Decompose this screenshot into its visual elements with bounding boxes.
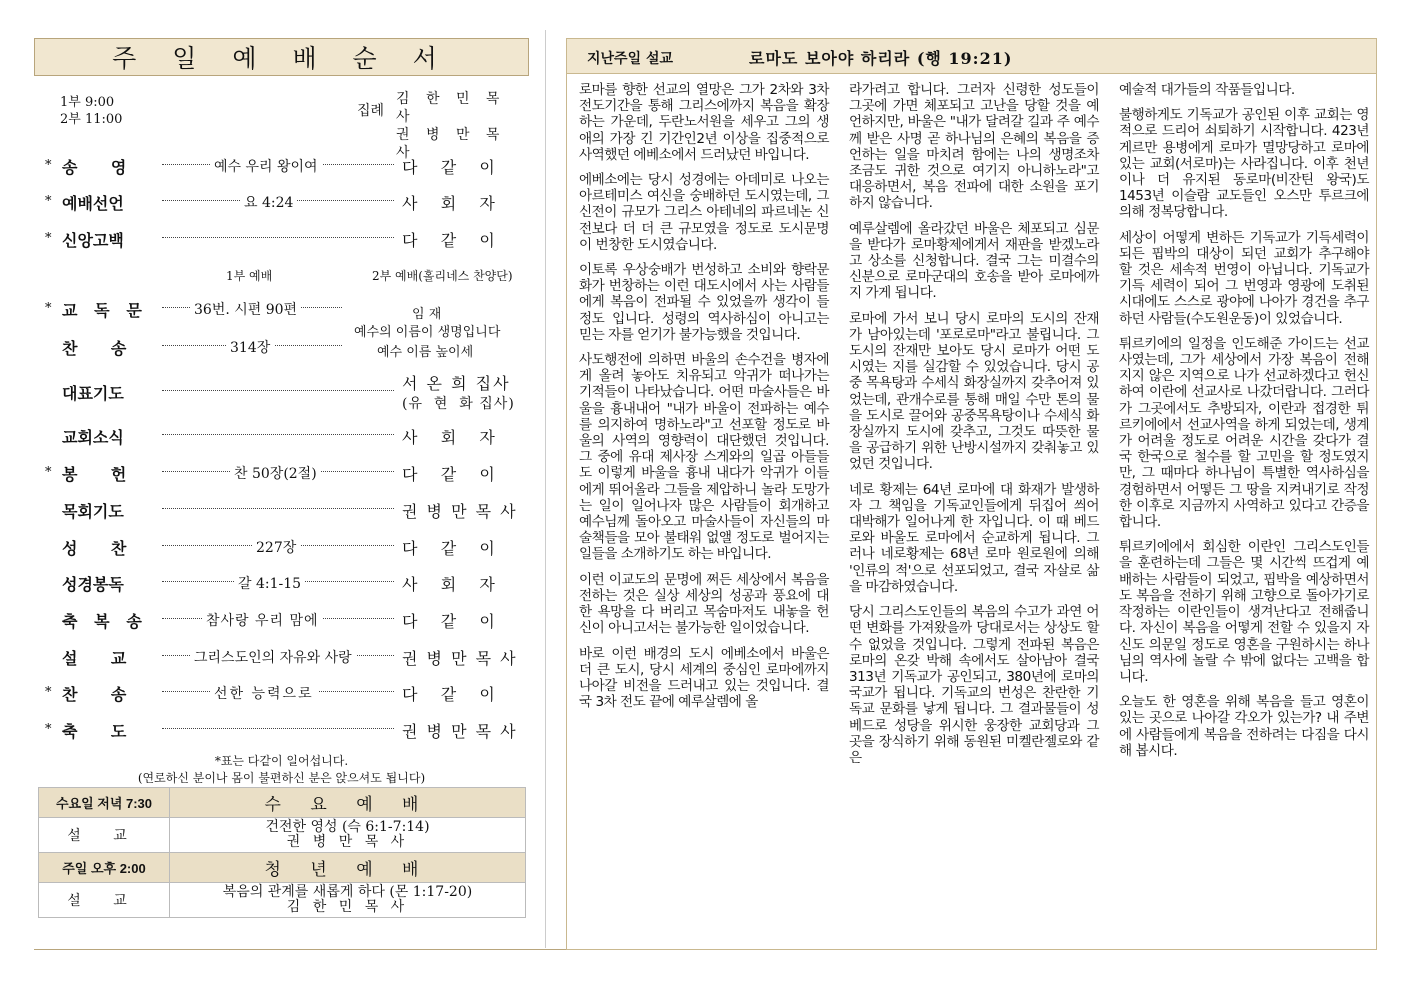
order-item-name: 성 찬	[62, 539, 127, 558]
sermon-column-2	[849, 82, 1099, 775]
last-week-sermon-label: 지난주일 설교	[587, 51, 674, 67]
order-item-name: 설 교	[62, 649, 127, 668]
sermon-column-3	[1119, 82, 1369, 768]
presider-name-1: 김 한 민 목 사	[396, 91, 506, 125]
weekday-schedule-table	[38, 787, 526, 918]
order-item-content: 참사랑 우리 맘에	[202, 610, 323, 630]
order-item-content: 314장	[226, 337, 274, 357]
sermon-paragraph: 오늘도 한 영혼을 위해 복음을 들고 영혼이 있는 곳으로 나아갈 각오가 있는가? 내 주변에 사람들에게 복음을 전하려는 다짐을 다시 해 봅시다.	[1119, 694, 1369, 759]
order-item-name: 찬 송	[62, 339, 127, 358]
order-item-content: 찬 50장(2절)	[230, 463, 321, 483]
first-service-label: 1부 예배	[226, 269, 273, 283]
wednesday-body-row	[39, 818, 526, 853]
order-item-content: 예수 우리 왕이여	[210, 156, 322, 176]
order-row-announcements	[34, 425, 529, 447]
sermon-paragraph: 당시 그리스도인들의 복음의 수고가 과연 어떤 변화를 가져왔을까 당대로서는 상상도 할 수 없었을 것입니다. 그렇게 전파된 복음은 로마의 온갖 박해 속에서도 살아남아 결국 313년 기독교가 공인되고, 380년에 로마의 국교가 됩니다. 기독교의 번성은 찬란한 기독교 문화를 낳게 됩니다. 그 결과물들이 성베드로 성당을 위시한 웅장한 교회당과 그 곳을 장식하기 위해 동원된 미켈란젤로와 같은	[849, 604, 1099, 766]
order-item-person: 사 회 자	[402, 428, 497, 447]
wednesday-service-name: 수 요 예 배	[170, 788, 526, 818]
presider-names	[396, 90, 524, 162]
youth-sermon-title: 복음의 관계를 새롭게 하다 (몬 1:17-20)	[222, 884, 473, 900]
order-row-opening-hymn	[34, 155, 529, 177]
responsive-reading-2nd: 임 재	[412, 307, 442, 322]
time-1st-service: 1부 9:00	[60, 95, 115, 110]
standing-mark: *	[45, 722, 52, 737]
order-item-person: 권 병 만 목 사	[402, 649, 518, 668]
time-2nd-service: 2부 11:00	[60, 112, 123, 127]
order-item-person: 다 같 이	[402, 685, 497, 704]
sermon-header	[567, 39, 1376, 74]
youth-sermon-desc	[170, 883, 526, 918]
sermon-paragraph: 로마에 가서 보니 당시 로마의 도시의 잔재가 남아있는데 '포로로마"라고 불립니다. 그 도시의 잔재만 보아도 당시 로마가 어떤 도시였는 지를 실감할 수 있었습니다. 당시 공중 목욕탕과 수세식 화장실까지 갖추어져 있었는데, 관개수로를 통해 매일 수만 톤의 물을 도시로 끌어와 공중목욕탕이나 수세식 화장실까지 도시에 갖추고, 그것도 따뜻한 물을 공급하기 위한 난방시설까지 갖춰놓고 있었던 것입니다.	[849, 310, 1099, 473]
sermon-paragraph: 예술적 대가들의 작품들입니다.	[1119, 82, 1295, 98]
hymn-2nd-title-2: 예수 이름 높이세	[377, 345, 474, 360]
order-item-person: 다 같 이	[402, 612, 497, 631]
dotted-leader	[162, 508, 394, 509]
hymn-2nd-title-1: 예수의 이름이 생명입니다	[354, 325, 501, 340]
presider-block	[354, 90, 524, 161]
order-item-content: 227장	[252, 537, 300, 557]
wednesday-sermon-title: 건전한 영성 (슥 6:1-7:14)	[265, 819, 430, 835]
dotted-leader	[162, 728, 394, 729]
standing-mark: *	[45, 465, 52, 480]
sermon-column-1	[579, 82, 829, 719]
second-service-label: 2부 예배(홀리네스 찬양단)	[372, 269, 513, 283]
order-item-name: 송 영	[62, 158, 127, 177]
standing-note: *표는 다같이 일어섭니다.	[214, 754, 349, 768]
sermon-paragraph: 예루살렘에 올라갔던 바울은 체포되고 심문을 받다가 로마황제에게서 재판을 받겠노라고 상소를 신청합니다. 결국 그는 미결수의 신분으로 로마군대의 호송을 받아 로마에까지 가게 됩니다.	[849, 220, 1099, 302]
standing-mark: *	[45, 301, 52, 316]
order-item-name: 신앙고백	[62, 231, 124, 250]
order-item-person: 권 병 만 목 사	[402, 502, 518, 521]
wednesday-sermon-label: 설 교	[39, 818, 170, 853]
order-row-communion	[34, 536, 529, 558]
order-item-name: 성경봉독	[62, 575, 124, 594]
sermon-title: 로마도 보아야 하리라 (행 19:21)	[749, 49, 1013, 68]
youth-sermon-label: 설 교	[39, 883, 170, 918]
order-item-content: 36번. 시편 90편	[190, 299, 301, 319]
sermon-paragraph: 사도행전에 의하면 바울의 손수건을 병자에게 올려 놓아도 치유되고 악귀가 떠나가는 기적들이 나타났습니다. 어떤 마술사들은 바울을 흉내내어 "내가 바울이 전파하는 예수를 의지하여 명하노라"고 선포할 정도로 바울의 사역의 영향력이 대단했던 것입니다. 그 중에 유대 제사장 스게와의 일곱 아들들도 이렇게 바울을 흉내 내다가 악귀가 이들에게 뛰어올라 그들을 제압하니 놀라 도망가는 일이 일어나자 많은 사람들이 회개하고 예수님께 돌아오고 마술사들이 자신들의 마술책들을 모아 불태워 없앨 정도로 벌어지는 일들을 소개하기도 하는 바입니다.	[579, 352, 829, 563]
order-item-name: 대표기도	[62, 384, 124, 403]
order-item-person: 서 온 희 집사	[402, 374, 511, 393]
prayer-alternate-person: (유 현 화 집사)	[402, 396, 515, 412]
order-row-responsive-reading	[34, 298, 529, 320]
sermon-paragraph: 세상이 어떻게 변하든 기독교가 기득세력이 되든 핍박의 대상이 되던 교회가 추구해야 할 것은 세속적 번영이 아닙니다. 기독교가 기득 세력이 되어 그 번영과 영광에 도취된 시대에도 스스로 광야에 나아가 경건을 추구하던 사람들(수도원운동)이 있었습니다.	[1119, 229, 1369, 327]
order-row-pastoral-prayer	[34, 499, 529, 521]
sermon-paragraph: 튀르키에에서 회심한 이란인 그리스도인들을 훈련하는데 그들은 몇 시간씩 뜨겁게 예배하는 사람들이 되었고, 핍박을 예상하면서도 복음을 전하기 위해 고향으로 돌아가기로 작정하는 이란인들이 생겨난다고 전해줍니다. 자신이 복음을 어떻게 전할 수 있을지 자신도 의문일 정도로 영혼을 구원하시는 하나님의 역사에 놀랄 수 밖에 없다는 고백을 합니다.	[1119, 539, 1369, 685]
youth-time: 주일 오후 2:00	[39, 853, 170, 883]
order-item-person: 다 같 이	[402, 231, 497, 250]
page-divider	[545, 30, 546, 948]
order-item-name: 찬 송	[62, 685, 127, 704]
youth-preacher: 김 한 민 목 사	[286, 899, 409, 915]
standing-mark: *	[45, 158, 52, 173]
order-item-content: 그리스도인의 자유와 사랑	[190, 647, 356, 667]
order-item-person: 사 회 자	[402, 575, 497, 594]
order-row-closing-hymn	[34, 682, 529, 704]
presider-label: 집례	[357, 103, 385, 119]
order-item-person: 다 같 이	[402, 465, 497, 484]
seating-note: (연로하신 분이나 몸이 불편하신 분은 앉으셔도 됩니다)	[137, 771, 426, 785]
order-item-person: 권 병 만 목 사	[402, 722, 518, 741]
dotted-leader	[162, 237, 394, 238]
order-item-person: 다 같 이	[402, 158, 497, 177]
order-item-person: 다 같 이	[402, 539, 497, 558]
order-row-representative-prayer	[34, 374, 529, 412]
dotted-leader	[162, 434, 394, 435]
sermon-paragraph: 로마를 향한 선교의 열망은 그가 2차와 3차 전도기간을 통해 그리스에까지 복음을 확장하는 가운데, 두란노서원을 세우고 그의 생애의 가장 긴 기간인2년 이상을 집중적으로 사역했던 에베소에서 드러났던 바입니다.	[579, 82, 829, 163]
presider-name-2: 권 병 만 목 사	[396, 127, 506, 161]
wednesday-preacher: 권 병 만 목 사	[286, 834, 409, 850]
order-item-content: 갈 4:1-15	[234, 573, 305, 593]
order-row-creed	[34, 228, 529, 250]
sermon-panel	[566, 38, 1377, 950]
order-item-name: 목회기도	[62, 502, 124, 521]
wednesday-header-row	[39, 788, 526, 818]
sermon-paragraph: 라가려고 합니다. 그러자 신령한 성도들이 그곳에 가면 체포되고 고난을 당할 것을 예언하지만, 바울은 "내가 달려갈 길과 주 예수께 받은 사명 곧 하나님의 은혜의 복음을 증언하는 일을 마치려 함에는 나의 생명조차 조금도 귀한 것으로 여기지 아니하노라"고 대응하면서, 복음 전파에 대한 소원을 포기하지 않습니다.	[849, 82, 1099, 212]
order-item-name: 축 복 송	[62, 612, 142, 631]
order-item-name: 축 도	[62, 722, 127, 741]
standing-mark: *	[45, 685, 52, 700]
order-row-offering	[34, 462, 529, 484]
sermon-paragraph: 튀르키에의 일정을 인도해준 가이드는 선교사였는데, 그가 세상에서 가장 복음이 전해지지 않은 지역으로 나가 선교하겠다고 헌신하여 이란에 선교사로 나갔더랍니다. 그러다가 그곳에서도 추방되자, 이란과 접경한 튀르키에에서 선교사역을 하게 되었는데, 생계가 어려울 정도로 어려운 시간을 갖다가 결국 한국으로 철수를 할 고민을 할 정도였지만, 그 때마다 하나님이 특별한 역사하심을 경험하면서 어떻든 그 땅을 지켜내기로 작정한 이후로 지금까지 사역하고 있다고 간증을 합니다.	[1119, 335, 1369, 531]
order-row-scripture-reading	[34, 572, 529, 594]
order-item-content: 선한 능력으로	[210, 683, 318, 703]
worship-order-panel	[34, 38, 529, 785]
sermon-paragraph: 에베소에는 당시 성경에는 아데미로 나오는 아르테미스 여신을 숭배하던 도시였는데, 그 신전이 규모가 그리스 아테네의 파르네논 신전보다 더 더 큰 규모였을 정도로 도시문명이 번창한 도시였습니다.	[579, 172, 829, 253]
sermon-paragraph: 네로 황제는 64년 로마에 대 화재가 발생하자 그 책임을 기독교인들에게 뒤집어 씌어 대박해가 일어나게 한 자입니다. 이 때 베드로와 바울도 로마에서 순교하게 됩니다. 그러나 네로황제는 68년 로마 원로원에 의해 '인류의 적'으로 선포되었고, 결국 자살로 삶을 마감하였습니다.	[849, 481, 1099, 595]
order-row-sermon	[34, 646, 529, 668]
order-item-name: 예배선언	[62, 194, 124, 213]
standing-mark: *	[45, 194, 52, 209]
sermon-paragraph: 불행하게도 기독교가 공인된 이후 교회는 영적으로 드리어 쇠퇴하기 시작합니다. 423년 게르만 용병에게 로마가 멸망당하고 로마에 있는 교회(서로마)는 사라집니다. 이후 천년이나 더 유지된 동로마(비잔틴 왕국)도 1453년 이슬람 교도들인 오스만 투르크에 의해 정복당합니다.	[1119, 107, 1369, 221]
sermon-paragraph: 이런 이교도의 문명에 쩌든 세상에서 복음을 전하는 것은 실상 세상의 성공과 풍요에 대한 욕망을 다 버리고 목숨마저도 내놓을 헌신이 아니고서는 불가능한 일이었습니다.	[579, 571, 829, 637]
order-item-name: 교 독 문	[62, 301, 142, 320]
wednesday-sermon-desc	[170, 818, 526, 853]
order-item-content: 요 4:24	[240, 192, 297, 212]
youth-service-name: 청 년 예 배	[170, 853, 526, 883]
wednesday-time: 수요일 저녁 7:30	[39, 788, 170, 818]
worship-order-title: 주 일 예 배 순 서	[34, 38, 529, 76]
youth-body-row	[39, 883, 526, 918]
order-item-name: 교회소식	[62, 428, 124, 447]
dotted-leader	[162, 390, 394, 391]
order-row-call-to-worship	[34, 191, 529, 213]
order-item-person: 사 회 자	[402, 194, 497, 213]
order-item-name: 봉 헌	[62, 465, 127, 484]
order-row-blessing-song	[34, 609, 529, 631]
order-row-benediction	[34, 719, 529, 741]
service-times	[60, 94, 122, 128]
youth-header-row	[39, 853, 526, 883]
sermon-paragraph: 이토록 우상숭배가 번성하고 소비와 향락문화가 번창하는 이런 대도시에서 사는 사람들에게 복음이 전파될 수 있었을까 생각이 들정도 입니다. 성령의 역사하심이 아니고는 믿는 자를 얻기가 불가능했을 것입니다.	[579, 262, 829, 343]
sermon-paragraph: 바로 이런 배경의 도시 에베소에서 바울은 더 큰 도시, 당시 세계의 중심인 로마에까지 나아갈 비전을 드러내고 있는 것입니다. 결국 3차 전도 끝에 예루살렘에 올	[579, 645, 829, 711]
standing-mark: *	[45, 231, 52, 246]
